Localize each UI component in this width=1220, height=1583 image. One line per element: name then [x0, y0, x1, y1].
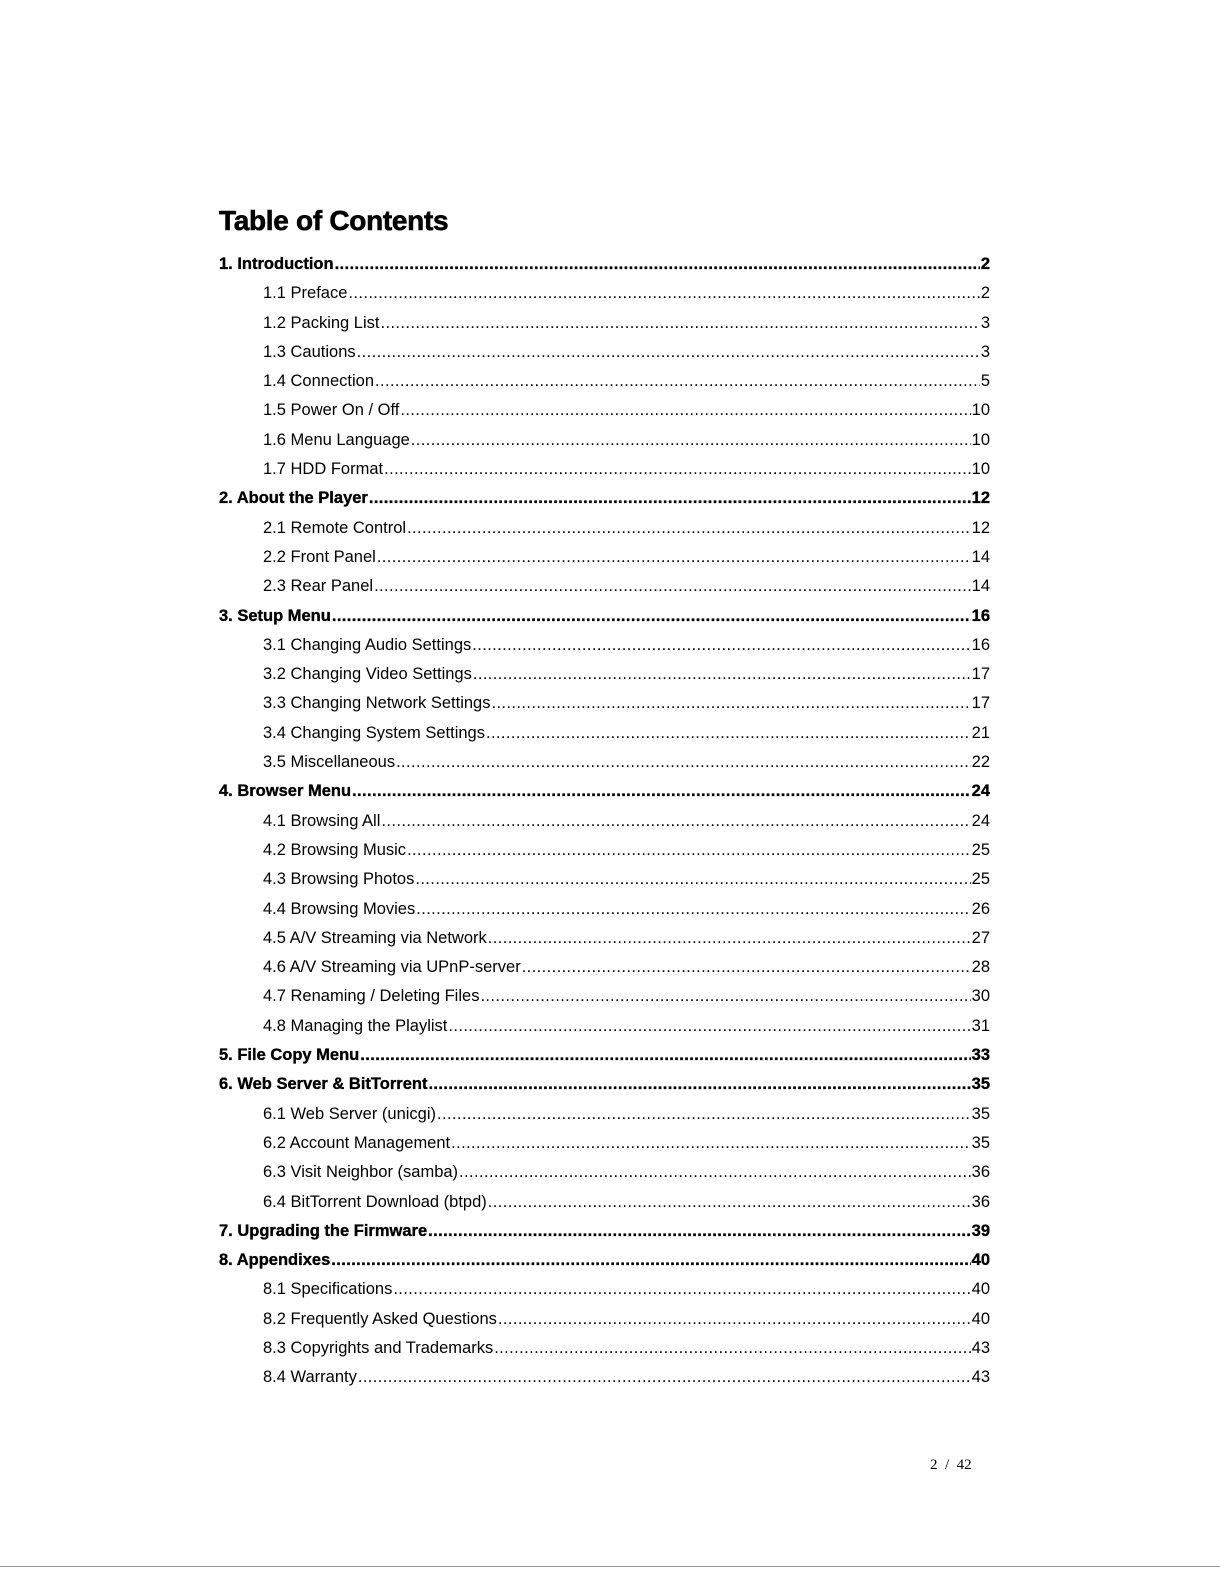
toc-entry-page-number: 10	[971, 430, 990, 449]
toc-entry-page-number: 43	[971, 1338, 990, 1357]
toc-entry-page-number: 27	[971, 928, 990, 947]
toc-subsection-entry[interactable]	[219, 396, 990, 425]
toc-entry-page-number: 16	[971, 606, 990, 625]
toc-entry-page-number: 3	[980, 342, 990, 361]
toc-dot-leader	[494, 1334, 970, 1363]
toc-section-entry[interactable]	[219, 250, 990, 279]
toc-subsection-entry[interactable]	[219, 1363, 990, 1392]
toc-subsection-entry[interactable]	[219, 1188, 990, 1217]
toc-entry-label: 3.5 Miscellaneous	[263, 753, 396, 772]
toc-dot-leader	[369, 484, 971, 513]
toc-dot-leader	[451, 1129, 971, 1158]
toc-dot-leader	[459, 1158, 971, 1187]
toc-entry-page-number: 36	[971, 1192, 990, 1211]
toc-entry-label: 6.1 Web Server (unicgi)	[263, 1104, 437, 1123]
toc-entry-page-number: 5	[980, 372, 990, 391]
toc-entry-label: 4.4 Browsing Movies	[263, 899, 416, 918]
toc-entry-page-number: 24	[971, 782, 990, 801]
toc-entry-label: 7. Upgrading the Firmware	[219, 1221, 428, 1240]
toc-dot-leader	[400, 396, 970, 425]
toc-entry-page-number: 25	[971, 870, 990, 889]
toc-entry-page-number: 3	[980, 313, 990, 332]
toc-entry-label: 6.2 Account Management	[263, 1133, 451, 1152]
toc-dot-leader	[488, 1188, 971, 1217]
toc-subsection-entry[interactable]	[219, 426, 990, 455]
toc-entry-label: 4.3 Browsing Photos	[263, 870, 415, 889]
toc-section-entry[interactable]	[219, 1217, 990, 1246]
toc-entry-page-number: 31	[971, 1016, 990, 1035]
toc-dot-leader	[491, 689, 970, 718]
toc-section-entry[interactable]	[219, 484, 990, 513]
toc-subsection-entry[interactable]	[219, 719, 990, 748]
toc-entry-label: 8.2 Frequently Asked Questions	[263, 1309, 497, 1328]
toc-subsection-entry[interactable]	[219, 1334, 990, 1363]
toc-dot-leader	[375, 367, 980, 396]
toc-section-entry[interactable]	[219, 602, 990, 631]
toc-entry-page-number: 21	[971, 723, 990, 742]
toc-dot-leader	[428, 1070, 970, 1099]
toc-section-entry[interactable]	[219, 777, 990, 806]
toc-subsection-entry[interactable]	[219, 572, 990, 601]
toc-subsection-entry[interactable]	[219, 1129, 990, 1158]
toc-entry-page-number: 14	[971, 577, 990, 596]
toc-entry-page-number: 17	[971, 694, 990, 713]
toc-entry-page-number: 36	[971, 1163, 990, 1182]
toc-dot-leader	[357, 338, 980, 367]
toc-dot-leader	[396, 748, 971, 777]
toc-entry-page-number: 40	[971, 1309, 990, 1328]
toc-entry-label: 4.5 A/V Streaming via Network	[263, 928, 487, 947]
toc-dot-leader	[522, 953, 971, 982]
toc-entry-page-number: 25	[971, 840, 990, 859]
toc-dot-leader	[384, 455, 971, 484]
toc-entry-page-number: 24	[971, 811, 990, 830]
toc-dot-leader	[332, 602, 971, 631]
toc-dot-leader	[416, 895, 970, 924]
table-of-contents-list	[219, 250, 990, 1393]
toc-entry-label: 2.2 Front Panel	[263, 547, 376, 566]
toc-dot-leader	[415, 865, 970, 894]
toc-dot-leader	[374, 572, 971, 601]
toc-entry-label: 3.2 Changing Video Settings	[263, 665, 472, 684]
toc-entry-page-number: 35	[971, 1075, 990, 1094]
toc-entry-label: 4.2 Browsing Music	[263, 840, 407, 859]
toc-dot-leader	[407, 514, 971, 543]
toc-entry-label: 1.6 Menu Language	[263, 430, 410, 449]
toc-dot-leader	[480, 982, 970, 1011]
toc-entry-label: 3.1 Changing Audio Settings	[263, 635, 472, 654]
toc-dot-leader	[358, 1363, 971, 1392]
toc-entry-label: 2.1 Remote Control	[263, 518, 407, 537]
toc-entry-label: 3.4 Changing System Settings	[263, 723, 485, 742]
toc-entry-label: 8. Appendixes	[219, 1251, 331, 1270]
toc-entry-page-number: 10	[971, 460, 990, 479]
toc-entry-label: 4.1 Browsing All	[263, 811, 381, 830]
toc-dot-leader	[472, 631, 970, 660]
toc-entry-page-number: 39	[971, 1221, 990, 1240]
toc-subsection-entry[interactable]	[219, 309, 990, 338]
toc-entry-page-number: 12	[971, 489, 990, 508]
toc-entry-page-number: 10	[971, 401, 990, 420]
toc-dot-leader	[335, 250, 980, 279]
toc-subsection-entry[interactable]	[219, 865, 990, 894]
toc-subsection-entry[interactable]	[219, 660, 990, 689]
toc-entry-label: 1.7 HDD Format	[263, 460, 384, 479]
toc-dot-leader	[360, 1041, 970, 1070]
toc-entry-page-number: 12	[971, 518, 990, 537]
toc-entry-page-number: 28	[971, 958, 990, 977]
toc-subsection-entry[interactable]	[219, 1158, 990, 1187]
toc-entry-label: 6. Web Server & BitTorrent	[219, 1075, 428, 1094]
toc-entry-page-number: 33	[971, 1046, 990, 1065]
toc-subsection-entry[interactable]	[219, 748, 990, 777]
toc-entry-label: 4.8 Managing the Playlist	[263, 1016, 448, 1035]
toc-entry-label: 1.4 Connection	[263, 372, 374, 391]
toc-dot-leader	[377, 543, 971, 572]
toc-entry-label: 6.3 Visit Neighbor (samba)	[263, 1163, 459, 1182]
toc-subsection-entry[interactable]	[219, 631, 990, 660]
toc-entry-page-number: 35	[971, 1104, 990, 1123]
toc-entry-label: 8.4 Warranty	[263, 1368, 357, 1387]
toc-dot-leader	[486, 719, 971, 748]
toc-dot-leader	[473, 660, 971, 689]
toc-entry-page-number: 14	[971, 547, 990, 566]
toc-entry-page-number: 16	[971, 635, 990, 654]
toc-subsection-entry[interactable]	[219, 982, 990, 1011]
toc-dot-leader	[448, 1012, 970, 1041]
toc-entry-label: 4.7 Renaming / Deleting Files	[263, 987, 480, 1006]
toc-dot-leader	[381, 807, 970, 836]
toc-dot-leader	[407, 836, 971, 865]
toc-dot-leader	[498, 1305, 971, 1334]
toc-subsection-entry[interactable]	[219, 689, 990, 718]
toc-entry-label: 6.4 BitTorrent Download (btpd)	[263, 1192, 487, 1211]
toc-entry-page-number: 40	[971, 1280, 990, 1299]
toc-subsection-entry[interactable]	[219, 1305, 990, 1334]
toc-dot-leader	[393, 1275, 970, 1304]
toc-entry-page-number: 30	[971, 987, 990, 1006]
toc-subsection-entry[interactable]	[219, 1275, 990, 1304]
toc-entry-label: 2.3 Rear Panel	[263, 577, 374, 596]
toc-entry-page-number: 35	[971, 1133, 990, 1152]
toc-dot-leader	[488, 924, 971, 953]
toc-dot-leader	[428, 1217, 971, 1246]
toc-entry-label: 8.3 Copyrights and Trademarks	[263, 1338, 494, 1357]
page-number-footer: 2 / 42	[930, 1457, 972, 1473]
toc-entry-label: 2. About the Player	[219, 489, 368, 508]
toc-section-entry[interactable]	[219, 1070, 990, 1099]
toc-dot-leader	[380, 309, 979, 338]
toc-entry-page-number: 43	[971, 1368, 990, 1387]
toc-subsection-entry[interactable]	[219, 1012, 990, 1041]
toc-dot-leader	[331, 1246, 970, 1275]
toc-subsection-entry[interactable]	[219, 836, 990, 865]
toc-entry-label: 1. Introduction	[219, 255, 334, 273]
toc-dot-leader	[411, 426, 971, 455]
toc-section-entry[interactable]	[219, 1041, 990, 1070]
toc-entry-page-number: 22	[971, 753, 990, 772]
toc-subsection-entry[interactable]	[219, 338, 990, 367]
toc-entry-label: 1.2 Packing List	[263, 313, 380, 332]
toc-entry-page-number: 2	[980, 284, 990, 303]
toc-entry-label: 4.6 A/V Streaming via UPnP-server	[263, 958, 521, 977]
toc-entry-label: 3. Setup Menu	[219, 606, 331, 625]
page-bottom-divider	[0, 1566, 1220, 1567]
toc-subsection-entry[interactable]	[219, 367, 990, 396]
toc-entry-page-number: 2	[980, 255, 990, 273]
toc-subsection-entry[interactable]	[219, 895, 990, 924]
toc-subsection-entry[interactable]	[219, 953, 990, 982]
toc-entry-label: 1.1 Preface	[263, 284, 348, 303]
toc-entry-label: 1.5 Power On / Off	[263, 401, 400, 420]
toc-entry-label: 4. Browser Menu	[219, 782, 352, 801]
toc-subsection-entry[interactable]	[219, 279, 990, 308]
toc-subsection-entry[interactable]	[219, 455, 990, 484]
toc-subsection-entry[interactable]	[219, 807, 990, 836]
toc-dot-leader	[352, 777, 971, 806]
toc-entry-label: 8.1 Specifications	[263, 1280, 393, 1299]
page-title: Table of Contents	[219, 205, 449, 236]
toc-subsection-entry[interactable]	[219, 514, 990, 543]
toc-entry-label: 3.3 Changing Network Settings	[263, 694, 491, 713]
toc-subsection-entry[interactable]	[219, 924, 990, 953]
toc-subsection-entry[interactable]	[219, 1100, 990, 1129]
toc-dot-leader	[437, 1100, 971, 1129]
toc-entry-page-number: 17	[971, 665, 990, 684]
toc-entry-label: 5. File Copy Menu	[219, 1046, 360, 1065]
toc-dot-leader	[348, 279, 979, 308]
toc-section-entry[interactable]	[219, 1246, 990, 1275]
toc-entry-page-number: 26	[971, 899, 990, 918]
toc-subsection-entry[interactable]	[219, 543, 990, 572]
toc-entry-page-number: 40	[971, 1251, 990, 1270]
toc-entry-label: 1.3 Cautions	[263, 342, 356, 361]
